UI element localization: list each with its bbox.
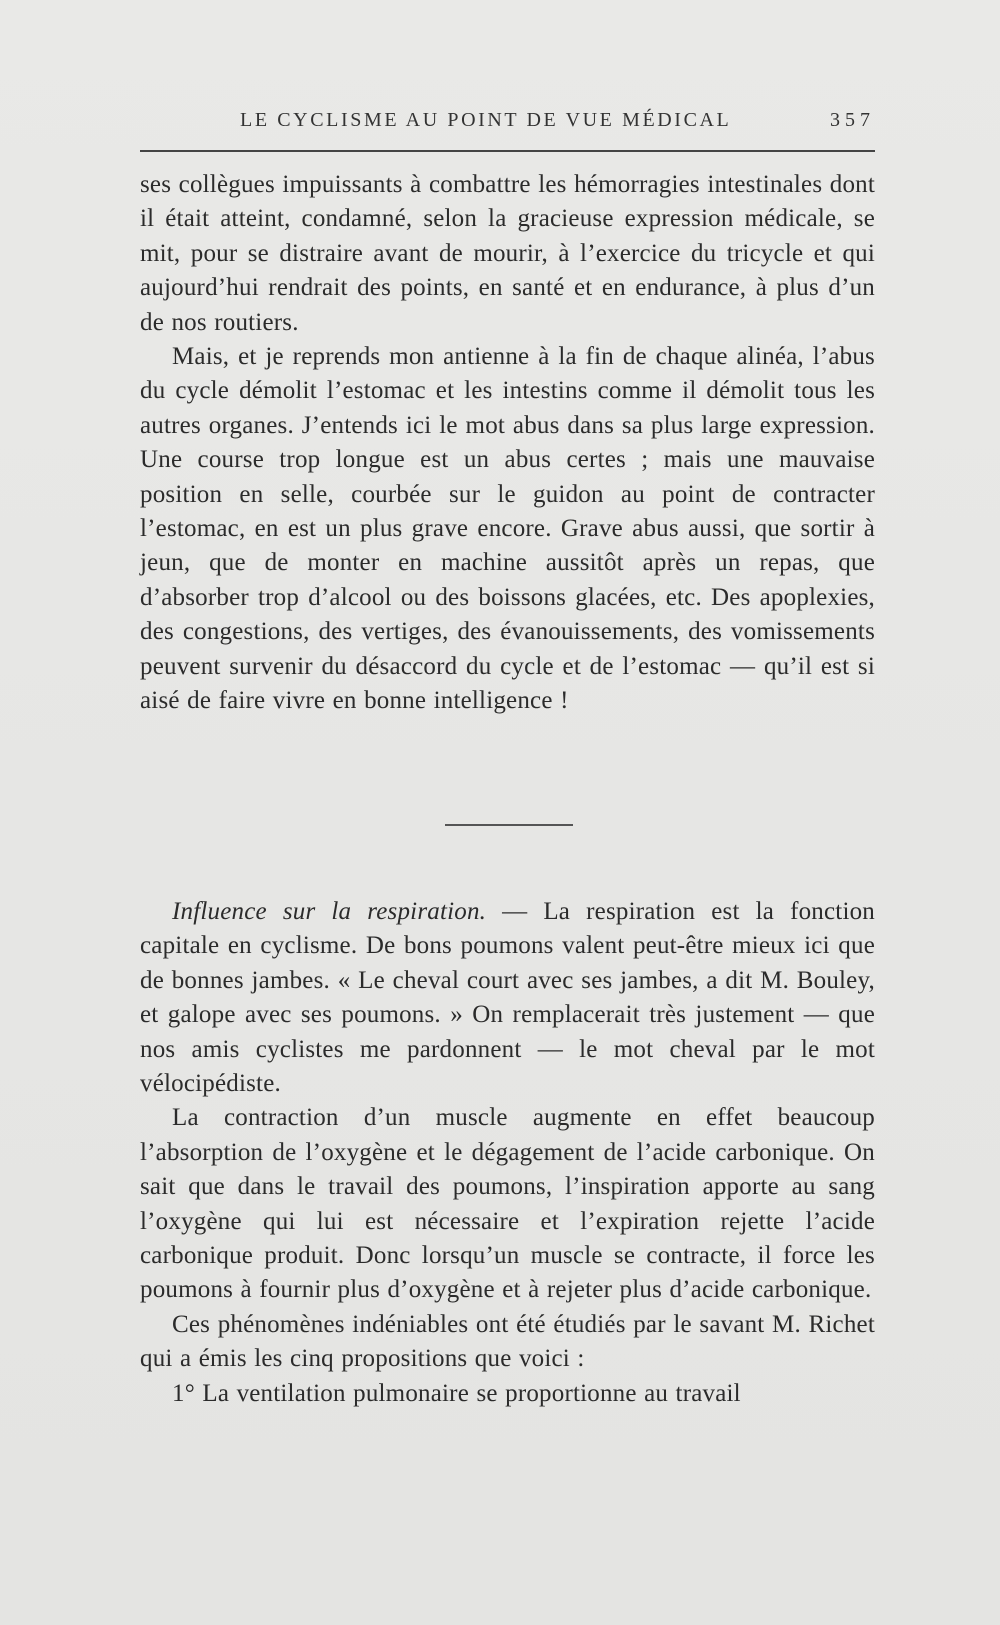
paragraph-muscle: La contraction d’un muscle augmente en effet beaucoup l’absorption de l’oxygène et le dégagement de l’acide carbonique. On sait que dans le travail des poumons, l’inspiration apporte au sang l’oxygène qui lui est nécessaire et l’expiration rejette l’acide carbonique produit. Donc lorsqu’un muscle se contracte, il force les poumons à fournir plus d’oxygène et à rejeter plus d’acide carbonique. bbox=[140, 1104, 875, 1304]
section-intro-text: — La respiration est la fonction capitale en cyclisme. De bons poumons valent peut-être mieux ici que de bonnes jambes. « Le cheval court avec ses jambes, a dit M. Bouley, et galope avec ses poumons. » On remplacerait très justement — que nos amis cyclistes me pardonnent — le mot cheval par le mot vélocipédiste. bbox=[140, 898, 875, 1098]
paragraph-section-intro bbox=[140, 895, 875, 1101]
text-block-respiration bbox=[140, 895, 875, 1411]
running-title: LE CYCLISME AU POINT DE VUE MÉDICAL bbox=[240, 109, 732, 131]
paragraph-richet: Ces phénomènes indéniables ont été étudiés par le savant M. Richet qui a émis les cinq propositions que voici : bbox=[140, 1310, 875, 1373]
section-title: Influence sur la respiration. bbox=[172, 898, 487, 925]
running-header bbox=[140, 109, 875, 139]
paragraph-first-proposition: 1° La ventilation pulmonaire se proportionne au travail bbox=[172, 1379, 741, 1407]
section-divider bbox=[445, 824, 573, 826]
header-rule bbox=[140, 150, 875, 152]
paragraph-continued: ses collègues impuissants à combattre les hémorragies intestinales dont il était atteint, condamné, selon la gracieuse expression médicale, se mit, pour se distraire avant de mourir, à l’exercice du tricycle et qui aujourd’hui rendrait des points, en santé et en endurance, à plus d’un de nos routiers. bbox=[140, 171, 875, 336]
text-block-digestion bbox=[140, 168, 875, 719]
paragraph-abuse: Mais, et je reprends mon antienne à la fin de chaque alinéa, l’abus du cycle démolit l’estomac et les intestins comme il démolit tous les autres organes. J’entends ici le mot abus dans sa plus large expression. Une course trop longue est un abus certes ; mais une mauvaise position en selle, courbée sur le guidon au point de contracter l’estomac, en est un plus grave encore. Grave abus aussi, que sortir à jeun, que de monter en machine aussitôt après un repas, que d’absorber trop d’alcool ou des boissons glacées, etc. Des apoplexies, des congestions, des vertiges, des évanouissements, des vomissements peuvent survenir du désaccord du cycle et de l’estomac — qu’il est si aisé de faire vivre en bonne intelligence ! bbox=[140, 343, 875, 715]
page-number: 357 bbox=[830, 109, 875, 131]
